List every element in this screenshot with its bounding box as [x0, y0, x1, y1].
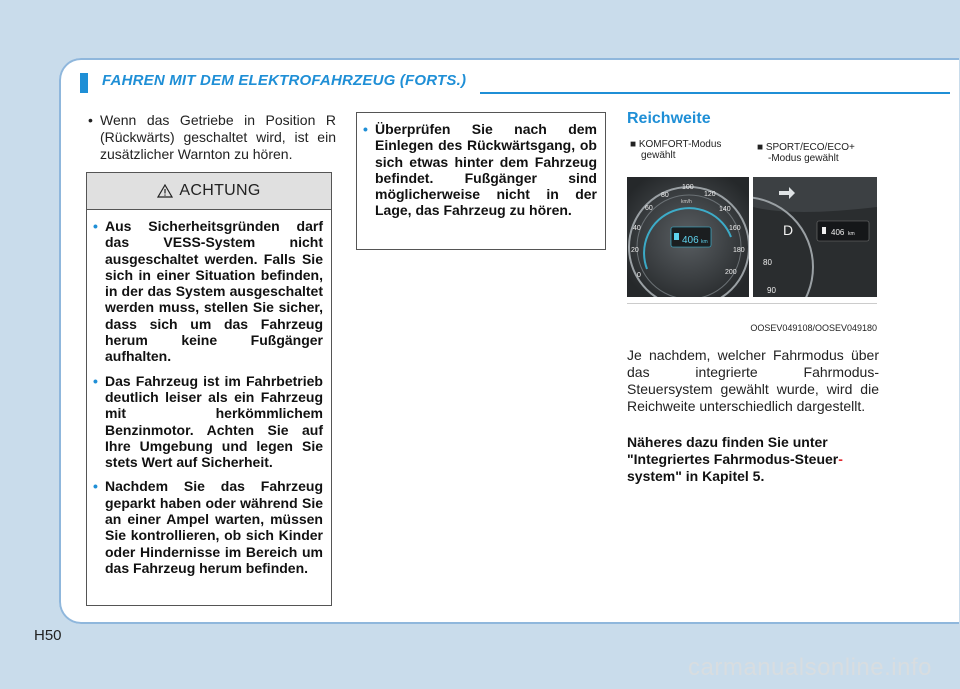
header-rule — [480, 92, 950, 94]
figure-label-sport-line2: -Modus gewählt — [768, 153, 839, 164]
figure-label-comfort-line1: ■ KOMFORT-Modus — [630, 139, 722, 150]
column-left — [86, 112, 336, 163]
header-title: FAHREN MIT DEM ELEKTROFAHRZEUG (FORTS.) — [102, 72, 467, 89]
figure-divider — [627, 303, 877, 304]
column-right — [627, 110, 879, 128]
reference-text-a: Näheres dazu finden Sie unter "Integriertes Fahrmodus-Steuer — [627, 434, 839, 467]
paragraph-range-display: Je nachdem, welcher Fahrmodus über das integrierte Fahrmodus-Steuersystem gewählt wurde, wird die Reichweite unterschiedlich dargestellt. — [627, 347, 879, 414]
speed-tick: 100 — [682, 184, 694, 191]
gauge-sport-image — [753, 177, 877, 297]
gauge-comfort-unit-top: km/h — [681, 199, 692, 205]
warning-item-text: Aus Sicherheitsgründen darf das VESS-System nicht ausgeschaltet werden. Falls Sie sich in einer Situation befinden, in der das System ausgeschaltet werden muss, stellen Sie sicher, dass sich um das Fahrzeug herum keine Fußgänger aufhalten. — [105, 218, 323, 365]
speed-tick: 80 — [763, 258, 772, 267]
warning-triangle-icon — [157, 184, 173, 198]
warning-box — [86, 172, 332, 606]
warning-item: • Das Fahrzeug ist im Fahrbetrieb deutlich leiser als ein Fahrzeug mit herkömmlichem Benzinmotor. Achten Sie auf Ihre Umgebung und legen Sie stets Wert auf Sicherheit. — [93, 372, 323, 471]
speedometer-comfort — [627, 177, 749, 297]
warning-heading-label: ACHTUNG — [179, 182, 261, 199]
warning-heading — [87, 173, 331, 210]
speed-tick: 200 — [725, 269, 737, 276]
speed-tick: 60 — [645, 205, 653, 212]
speedometer-sport — [753, 177, 877, 297]
warning-item-text: Das Fahrzeug ist im Fahrbetrieb deutlich leiser als ein Fahrzeug mit herkömmlichem Benzinmotor. Achten Sie auf Ihre Umgebung und legen Sie stets Wert auf Sicherheit. — [105, 372, 323, 471]
figure-label-comfort-line2: gewählt — [641, 150, 676, 161]
gauge-comfort-image — [627, 177, 749, 297]
warning-item: • Nachdem Sie das Fahrzeug geparkt haben oder während Sie an einer Ampel warten, müssen Sie kontrollieren, ob sich Kinder oder Hindernisse im Bereich um das Fahrzeug herum befinden. — [93, 478, 323, 576]
figure-label-sport-line1: ■ SPORT/ECO/ECO+ — [757, 142, 855, 153]
figure-label-sport — [757, 142, 855, 164]
reference-text-b: system" in Kapitel 5. — [627, 468, 765, 484]
figure-caption: OOSEV049108/OOSEV049180 — [750, 323, 877, 333]
figure-label-comfort — [630, 139, 721, 161]
speed-tick: 120 — [704, 191, 716, 198]
reference-hyphen: - — [838, 451, 843, 467]
section-header — [80, 72, 950, 94]
watermark: carmanualsonline.info — [688, 654, 932, 681]
warning-item: • Aus Sicherheitsgründen darf das VESS-System nicht ausgeschaltet werden. Falls Sie sich in einer Situation befinden, in der das System ausgeschaltet werden muss, stellen Sie sicher, dass sich um das Fahrzeug herum keine Fußgänger aufhalten. — [93, 218, 323, 365]
fuel-pump-icon — [674, 233, 679, 240]
warning-list — [87, 218, 331, 576]
gauge-sport-unit: km — [848, 231, 855, 237]
paragraph-reference — [627, 434, 879, 485]
header-accent-bar — [80, 73, 88, 93]
speed-tick: 20 — [631, 247, 639, 254]
speed-tick: 80 — [661, 192, 669, 199]
page-number: H50 — [34, 627, 62, 644]
gauge-sport-range: 406 — [831, 228, 845, 237]
gear-indicator: D — [783, 222, 794, 238]
speed-tick: 90 — [767, 286, 776, 295]
gauge-comfort-range: 406 — [682, 235, 699, 246]
speed-tick: 0 — [637, 272, 641, 279]
speed-tick: 180 — [733, 247, 745, 254]
section-title: Reichweite — [627, 110, 711, 127]
bullet-reverse-warning: • Wenn das Getriebe in Position R (Rückwärts) geschaltet wird, ist ein zusätzlicher Warnton zu hören. — [86, 112, 336, 163]
speed-tick: 40 — [633, 225, 641, 232]
reverse-check-box — [356, 112, 606, 250]
speed-tick: 160 — [729, 225, 741, 232]
warning-item-text: Nachdem Sie das Fahrzeug geparkt haben oder während Sie an einer Ampel warten, müssen Sie kontrollieren, ob sich Kinder oder Hindernisse im Bereich um das Fahrzeug herum befinden. — [105, 478, 323, 576]
reverse-check-text: Überprüfen Sie nach dem Einlegen des Rückwärtsgang, ob sich etwas hinter dem Fahrzeug befindet. Fußgänger sind möglicherweise nicht in der Lage, das Fahrzeug zu hören. — [375, 121, 597, 219]
speed-tick: 140 — [719, 206, 731, 213]
gauge-comfort-unit: km — [701, 239, 708, 245]
fuel-pump-icon — [822, 227, 826, 234]
reverse-check-item: • Überprüfen Sie nach dem Einlegen des Rückwärtsgang, ob sich etwas hinter dem Fahrzeug befindet. Fußgänger sind möglicherweise nicht in der Lage, das Fahrzeug zu hören. — [363, 121, 597, 219]
